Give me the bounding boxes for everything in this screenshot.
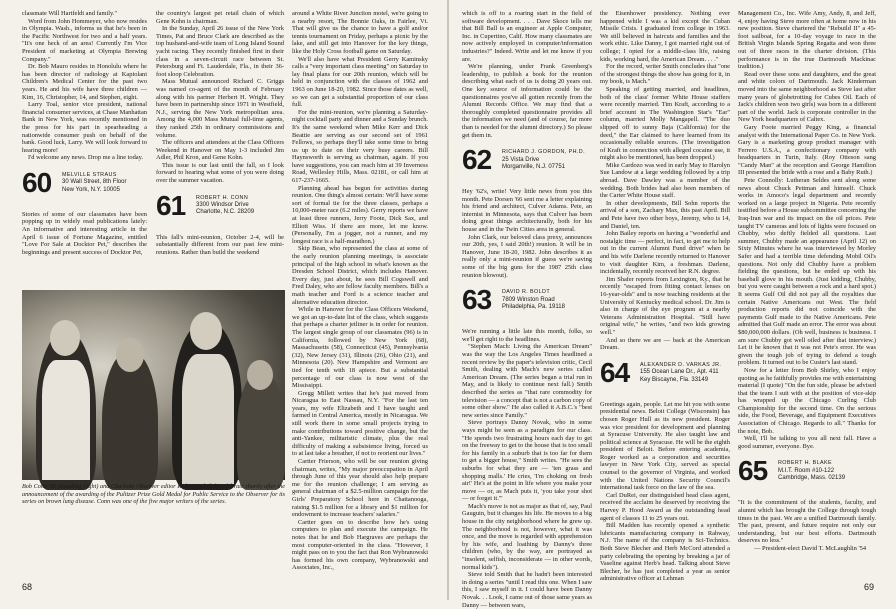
paragraph: classmate Will Hartfeldt and family.": [22, 10, 117, 17]
address-line: Morganville, N.J. 07751: [502, 163, 566, 170]
class-year-number: 61: [156, 189, 186, 221]
class-year-number: 65: [738, 455, 768, 487]
secretary-name: ROBERT H. CONN: [196, 194, 249, 201]
paragraph: Steve told Smith that he hadn't been interested in doing a series "until I read this one. When I saw this, I saw myself in it. I could have been Danny Novak. . . Look, I came out of those same years as Danny — between wars,: [462, 571, 592, 609]
paragraph: Carl DuRei, our distinguished head class agent, received the acclaim he deserved by receiving the Harvey P. Hood Award as the outstanding head agent of classes 11 to 25 years out.: [600, 491, 730, 522]
left-col-1: [22, 10, 147, 290]
paragraph: I'd welcome any news. Drop me a line today.: [28, 154, 144, 162]
class-heading-60: [22, 166, 147, 206]
paragraph: Cartter goes on to describe how he's using computers to plan and execute the campaign. He notes that he and Bob Hargraves are perhaps the most computer-oriented in the class. "However, I might pass on to you the fact that Ron Wybranowski has formed his own company, Wybranowski and Associates, Inc.,: [292, 518, 428, 572]
class-year-number: 62: [462, 144, 492, 176]
secretary-name: RICHARD J. GORDON, PH.D.: [502, 149, 585, 156]
paragraph: This issue is our last until the fall, so I look forward to hearing what some of you were doing over the summer vacation.: [156, 161, 284, 185]
address-line: 25 Vista Drive: [502, 156, 540, 163]
paragraph: Well, I'll be talking to you all next fall. Have a good summer, everyone. Bye.: [738, 435, 876, 450]
photo-caption: Bob Conn '61 (standing, right) and Charlotte Observer editor Rich Oppel (left) celebrate shortly after the announcement of the awarding of the Pulitzer Prize Gold Medal for Public Service to the Observer for its series on brown lung disease. Conn was one of the five major writers of the series.: [22, 483, 285, 506]
paragraph: around a White River Junction motel, we're going to a nearby resort, The Bonnie Oaks, in Fairlee, Vt. That will give us the chance to have a golf and/or tennis tournament on Friday, perhaps a picnic by the lake, and still get into Hanover for the key things, like the Holy Cross football game on Saturday.: [292, 10, 428, 55]
paragraph: Dr. Bob Mauro resides in Honolulu where he has been director of radiology at Kapiolani Children's Medical Center for the past two years. He and his wife have three children — Kim, 16, Christopher, 14, and Stephen, eight.: [22, 63, 147, 101]
paragraph: We're planning, under Frank Greenberg's leadership, to publish a book for the reunion describing what each of us is doing 20 years out. One key source of information could be the questionnaires you've all gotten recently from the Alumni Records Office. We may find that a thoroughly completed questionnaire provides all the information we need (and of course, far more than is needed for the alumni directory.) So please get them in.: [462, 63, 592, 139]
address-line: Charlotte, N.C. 28209: [196, 209, 255, 216]
left-col-3: [292, 10, 428, 585]
left-col-2: [156, 10, 284, 290]
address-line: Philadelphia, Pa. 19118: [502, 304, 565, 311]
class-heading-65: [738, 454, 876, 494]
class-heading-62: [462, 143, 592, 183]
news-photo: [22, 290, 285, 480]
class-secretary-address: [778, 460, 845, 482]
address-line: 3300 Windsor Drive: [196, 202, 249, 209]
secretary-name: ALEXANDER D. VARKAS JR.: [640, 361, 722, 368]
class-secretary-address: [62, 172, 126, 194]
class-secretary-address: [502, 149, 585, 171]
address-line: M.I.T. Room #10-122: [778, 467, 835, 474]
class-heading-61: [156, 189, 284, 229]
address-line: Key Biscayne, Fla. 33149: [640, 376, 709, 383]
paragraph: In the Sunday, April 26 issue of the New York Times, Pat and Bruce Clark are described as the top husband-and-wife team of Long Island Sound yacht racing. They recently finished first in their class in a seven-circuit race between St. Petersburg and Ft. Lauderdale, Fla., in their 36-foot sloop Celebration.: [156, 25, 284, 78]
paragraph: Greetings again, people. Let me hit you with some presidential news. Beloit College (Wisconsin) has chosen Roger Hull as its new president. Roger was vice president for development and planning at Syracuse University. He also taught law and political science at Syracuse. He will be the eighth president of Beloit. Before entering academia, Roger worked as a corporation and securities lawyer in New York City, served as special counsel to the governor of Virginia, and worked with the United Nations Security Council's international task force on the law of the sea.: [600, 400, 730, 492]
quote-attribution: — President-elect David T. McLaughlin '54: [754, 545, 867, 552]
address-line: 155 Ocean Lane Dr., Apt. 411: [640, 369, 719, 376]
address-line: New York, N.Y. 10005: [62, 186, 120, 193]
paragraph: Mach's move is not as major as that of, say, Paul Gauguin, but it changes his life. He moves to a big house in the city neighborhood where he grew up. The neighborhood is not, however, what it was once, and the move is regarded with apprehension by his wife, and loathing by Danny's three children (who, by the way, are portrayed as "insolent, selfish, inconsiderate — in other words, normal kids").: [462, 502, 592, 571]
paragraph: Steve portrays Danny Novak, who in some ways might be seen as a paradigm for our class. "He spends two frustrating hours each day to get on the freeway to get to the house that is too small for his family in a suburb that is too far for them to get a bigger house," Smith writes. "He sees the suburbs for what they are — 'ten grass and shopping malls.' He cries, 'I'm choking on fresh air!' He's at the point in life where you make your move — or, as Mach puts it, 'you take your shot — or forget it.'": [462, 419, 592, 503]
address-line: 30 Wall Street, 8th Floor: [62, 179, 127, 186]
paragraph: The officers and attendees at the Class Officers Weekend in Hanover on May 1-3 included Jim Adler, Phil Kron, and Gene Kohn.: [156, 139, 284, 162]
paragraph: Management Co., Inc. Wife Amy, Andy, 8, and Jeff, 4, enjoy having Steve more often at home now in his new position. Steve chartered the "Rebuild II" a 45-foot sailboat, for a 10-day voyage to race in the British Virgin Islands Spring Regatta and won three out of three races in the charter division. (This performance is in the true Dartmouth Mackinac tradition.): [738, 10, 876, 71]
paragraph: In other developments, Bill Sohn reports the arrival of a son, Zachary Max, this past April. Bill and Pete have two other boys, Jeremy, who is 14, and Daniel, ten.: [600, 199, 730, 230]
paragraph: We're running a little late this month, folks, so we'll get right to the headlines.: [462, 328, 592, 343]
secretary-name: DAVID R. BOLDT: [502, 289, 551, 296]
paragraph: John Clark, our beloved class prexy, announces our 20th, yes, I said 20th!) reunion. It will be in Hanover, June 18-20, 1982. John describes it as really only a mini-reunion if guess we're saving some of the big guns for the 1987 25th class reunion blowout).: [462, 233, 592, 279]
paragraph: Pete Connolly: Lutheran Seldes sent along some news about Chuck Pettman and himself. Chuck works in Amoco's legal department and recently worked on a large project in Nigeria. Pete recently testified before a House subcommittee concerning the Iraq-Iran war and its impact on the oil prices. Pete taught TV cameras and lots of lights were focused on Chubby, who deftly fielded all questions. Last summer, Chubby made an appearance (April 12) on Sixty Minutes where he was interviewed by Morley Safer and had a terrible time defending Mobil Oil's questions. Not only did Chubby have a problem fielding the questions, but he ended up with his baseball glove in his mouth. (Just kidding, Chubby, but you were caught between a rock and a hard spot.) It seems Gulf Oil did not pay all the royalties due certain Native Americans out West. The field production reports did not coincide with the payments Gulf made to the Native Americans. Pete admitted that Gulf made an error. The error was about $80,000,000 dollars. (Oh well, business is business. I am sure Chubby got well oiled after that interview.) Let it be known that it was not Pete's error. He was given the tough job of trying to defend a tough problem. It turned out to be Custer's last stand.: [738, 177, 876, 367]
paragraph: Mass Mutual announced Richard C. Griggs was named co-agent of the month of February along with his partner Herbert H. Wright. They have been in partnership since 1971 in Westfield, N.J., serving the New York metropolitan area. Among the 4,000 Mass Mutual full-time agents, they ranked 25th in ordinary commissions and volume.: [156, 78, 284, 139]
paragraph: This fall's mini-reunion, October 2-4, will be substantially different from our past few mini-reunions. Rather than build the weekend: [156, 233, 284, 256]
class-year-number: 63: [462, 284, 492, 316]
paragraph: For the record, writer Smith concludes that "one of the strongest things the show has going for it, in my book, is Mach.": [600, 63, 730, 86]
paragraph: Jim Shafer reports from Lexington, Ky., that he recently "escaped from fitting contact lenses on 16-year-olds" and is now teaching residents at the University of Kentucky medical school. Dr. Jim is also in charge of the eye program at a nearby Veterans Administration Hospital. "Still have original wife," he writes, "and two kids growing well.": [600, 275, 730, 336]
paragraph: Stories of some of our classmates have been popping up in widely read publications lately: An informative and interesting article in the April 6 issue of Fortune Magazine, entitled "Love For Sale at Docktor Pet," describes the beginnings and present success of Docktor Pet,: [22, 210, 147, 256]
secretary-name: MELVILLE STRAUS: [62, 171, 117, 178]
paragraph: Cartter Frierson, who will be our reunion giving chairman, writes, "My major preoccupation in April through June of this year should also help prepare me for the reunion challenge; I am serving as general chairman of a $2.5-million campaign for the Girls' Preparatory School here in Chattanooga, raising $1.5 million for a library and $1 million for endowment to increase teachers' salaries.": [292, 458, 428, 519]
paragraph: Speaking of getting married, and headlines, both of the class' former White House staffers were recently married. Tim Kraft, according to a brief account in The Washington Star's "Ear" column, married Molly Mangapell. "The duo slipped off to sunny Baja (California) for the deed," the Ear claimed to have learned from its occasionally reliable sources. (The investigation of Kraft in connection with alleged cocaine use, it might also be mentioned, has been dropped.): [600, 85, 730, 162]
paragraph: Gregg Millett writes that he's just moved from Nicaragua to East Nassau, N.Y. "For the last ten years, my wife Elizabeth and I have taught and farmed in Central America, mostly in Nicaragua. We still work there in some small projects trying to make contributions toward positive change, but the anti-Yankee, militaristic climate, plus the real difficulty of making a subsistence living, forced us to at last take a breather, if not to reorient our lives.": [292, 389, 428, 458]
paragraph: Read over these sons and daughters, and the great and white colors of Dartmouth. Jack Kinderman moved into the same neighborhood as Steve last after many years of globetrotting for Cubes Oil. Each of Jack's children won two girls) was born in a different part of the world. Jack is corporate controller in the New York headquarters of Caltex.: [738, 70, 876, 124]
paragraph: Hey '62's, write! Very little news from you this month. Pete Dorsen '66 sent me a letter explaining his friend and architect, Culver Adams. Pete, an internist in Minnesota, says that Culver has been doing great things architecturally, both for his house and in the Twin Cities area in general.: [462, 188, 592, 234]
paragraph: John Bailey reports on having a "wonderful and nostalgic time — perfect, in fact, to get me to help out in the current Alumni Fund drive" when he and his wife Darlene recently returned to Hanover to visit daughter Kim, a freshman. Darlene, incidentally, recently received her R.N. degree.: [600, 230, 730, 276]
paragraph: Mike Cardozo was wed in early May to Harolyn Sue Landow at a large wedding followed by a trip abroad. Dave Dawley was a member of the wedding. Both brides had also been members of the Carter White House staff.: [600, 161, 730, 200]
paragraph: We'll also have what President Gerry Kaminsky calls a "very important class meeting" on Saturday to lay final plans for our 20th reunion, which will be held in conjunction with the classes of 1962 and 1963 on June 18-20, 1982. Since those dates as well, so we can get a substantial proportion of our class full.: [292, 55, 428, 109]
right-col-2: [600, 10, 730, 585]
class-heading-63: [462, 283, 592, 323]
paragraph: While in Hanover for the Class Officers Weekend, we got an up-to-date list of the class, which suggests that perhaps a charter jetliner is in order for reunion. The largest single group of our classmates (96) is in California, followed by New York (68), Massachusetts (58), Connecticut (45), Pennsylvania (32), New Jersey (31), Illinois (26), Ohio (21), and Minnesota (20). New Hampshire and Vermont are tied for tenth with 18 apiece. But a substantial percentage of our class is now west of the Mississippi.: [292, 306, 428, 390]
paragraph: Bill Madden has recently opened a synthetic lubricants manufacturing company in Rahway, N.J. The name of the company is Sci-Technics. Both Steve Blecher and Herb McCord attended a party celebrating the opening by breaking a jar of Vaseline against Herb's head. Talking about Steve Blecher, he has just completed a year as senior administrative officer at Lehman: [600, 522, 730, 583]
paragraph: the country's largest pet retail chain of which Gene Kohn is chairman.: [156, 10, 284, 25]
class-year-number: 60: [22, 166, 52, 198]
paragraph: "Stephen Mach: Living the American Dream" was the way the Los Angeles Times headlined a recent review by the paper's television critic, Cecil Smith, dealing with Mach's new series called American Dream. (The series began a trial run in May, and is likely to continue next fall.) Smith described the series as "that rare commodity for television — a concept that is not a carbon copy of some other show." He also called it A.B.C.'s "best new series since Family.": [462, 343, 592, 419]
paragraph: Larry Toal, senior vice president, national financial consumer services, at Chase Manhattan Bank in New York, was recently mentioned in the press for his part in spearheading a nationwide consumer push on behalf of the bank. Good luck, Larry. We will look forward to hearing more!: [22, 101, 147, 154]
address-line: 7809 Winston Road: [502, 296, 555, 303]
paragraph: which is off to a roaring start in the field of software development. . . . Dave Skoce tells me that Bill Ball is an engineer at Apple Computer, Inc. in Cupertino, Calif. How many classmates are now actively employed in computer/information industries?" Indeed. Write and let me know if you are.: [462, 10, 592, 63]
class-heading-64: [600, 356, 730, 396]
class-secretary-address: [502, 289, 565, 311]
address-line: Cambridge, Mass. 02139: [778, 475, 846, 482]
right-col-3: [738, 10, 876, 585]
page-number-left: 68: [22, 582, 33, 592]
paragraph: Word from John Hommeyer, who now resides in Olympia. Wash., informs us that he's been in the Pacific Northwest for two and a half years. "It's one heck of an area! Currently I'm Vice President of marketing at Olympia Brewing Company.": [22, 17, 147, 63]
paragraph: For the mini-reunion, we're planning a Saturday-night cocktail party and dinner and a Sunday brunch. It's the same weekend when Mike Kerr and Dick Beattie are serving as our second set of 1961 Fellows, so perhaps they'll take some time to bring us up to date on their very busy careers. Bill Haynsworth is serving as chairman, again. If you have suggestions, you can reach him at 39 Inverness Road, Wellesley Hills, Mass. 02181, or call him at 617-237-1665.: [292, 108, 428, 185]
page-number-right: 69: [863, 582, 874, 592]
paragraph: Gary Foote married Peggy King, a financial analyst with the International Paper Co. in New York. Gary is a marketing group product manager with Ferrero U.S.A., a confectionary company with headquarters in Turin, Italy. (Roy Otteson sang "Candy Man" at the reception and George Hamilton III presented the bride with a rose and a Baby Ruth.): [738, 123, 876, 177]
right-col-1: [462, 10, 592, 609]
paragraph: Skip Bean, who represented the class at some of the early reunion planning meetings, is associate principal of the high school in what's known as the Dresden School District, which includes Hanover. Every day, just about, he sees Bill Cogswell and Fred Daley, who are fellow faculty members. Bill's a math teacher and Ford is a science teacher and alternative education director.: [292, 245, 428, 306]
paragraph: Now for a letter from Bob Shirley, who I enjoy quoting as he faithfully provides me with entertaining material (I quote) "On the fun side, please be advised that the team I suit with at the position of vice-skip has wrapped up the Chicago Curling Club Championship for the second time. On the serious side, the Food, Beverage, and Equipment Executives Association of Chicago. Regards to all." Thanks for the note, Bob.: [738, 366, 876, 435]
paragraph: Planning ahead has begun for activities during reunion. One thing's almost certain: We'll have some sort of formal tie for the three classes, perhaps a 10,000-meter race (6.2 miles). Gerry reports we have at least three runners, Jerry Foote, Dick Sax, and Elliott Wiss. If there are more, let me know. (Personally, I'm a jogger, not a runner, and my longest race is a half-marathon.): [292, 184, 428, 245]
left-col1-top: [22, 10, 147, 162]
class-secretary-address: [196, 195, 254, 217]
class-secretary-address: [640, 362, 721, 384]
paragraph: the Eisenhower presidency. Nothing ever happened while I was a kid except the Cuban Missile Crisis. I graduated from college in 1963. We still believed in haircuts and families and the work ethic. Like Danny, I got married right out of college; I opted for a middle-class life, raising kids, working hard, the American Dream. . . .": [600, 10, 730, 63]
class-year-number: 64: [600, 356, 630, 388]
paragraph: And so there we are — back at the American Dream.: [600, 336, 730, 352]
secretary-name: ROBERT H. BLAKE: [778, 460, 833, 467]
page-gutter: [447, 0, 449, 600]
quote-paragraph: "It is the commitment of the students, faculty, and alumni which has brought the College through tough times in the past. We are a unified Dartmouth family. The past, present, and future require not only our understanding, but our best efforts. Dartmouth deserves no less.": [738, 499, 876, 545]
